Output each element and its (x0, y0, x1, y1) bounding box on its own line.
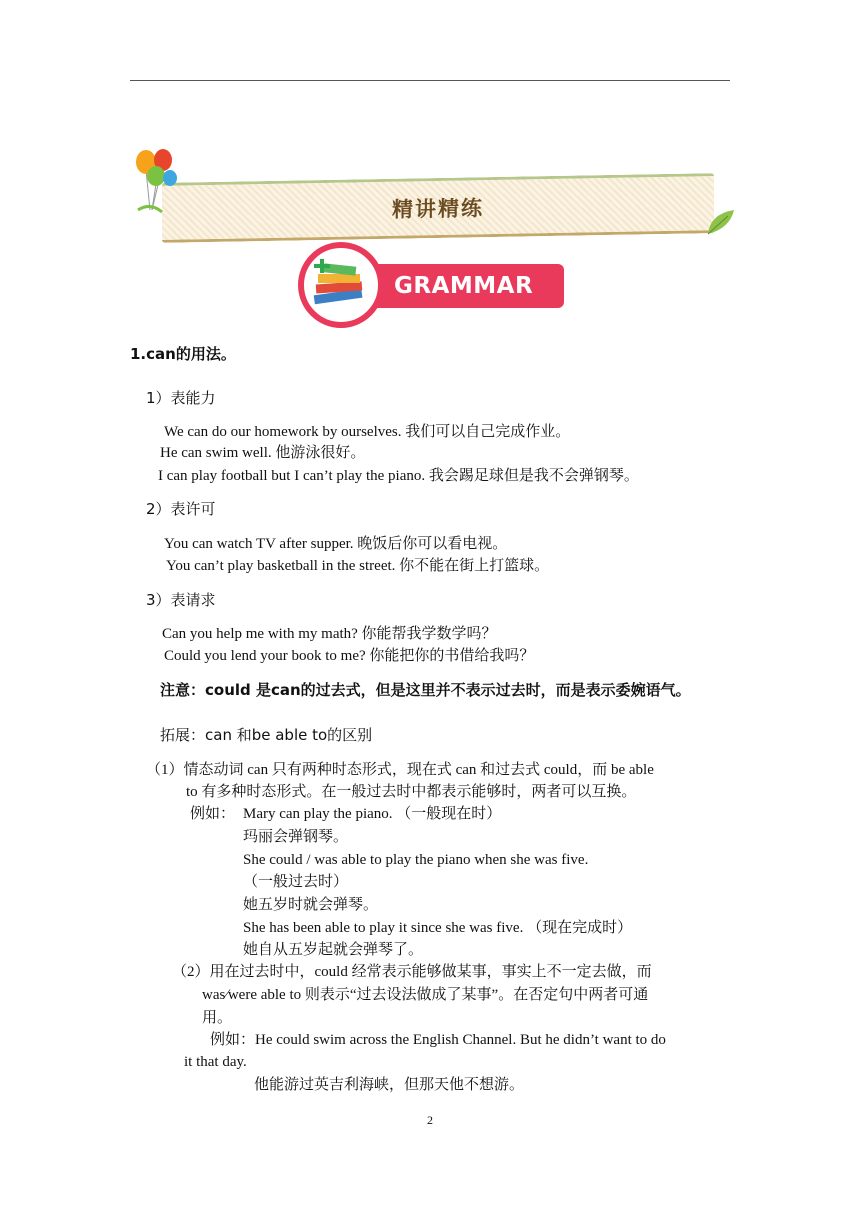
example-line: 玛丽会弹钢琴。 (243, 829, 349, 845)
example-line: 她五岁时就会弹琴。 (243, 897, 379, 913)
example-line: You can’t play basketball in the street. 你不能在街上打篮球。 (166, 558, 550, 574)
page-number: 2 (427, 1113, 433, 1127)
example-label: 例如： (190, 806, 236, 822)
point-1-line: to 有多种时态形式。在一般过去时中都表示能够时，两者可以互换。 (186, 784, 637, 800)
example-line: 他能游过英吉利海峡，但那天他不想游。 (254, 1077, 525, 1093)
grammar-badge (298, 242, 568, 328)
section-title: 精讲精练 (392, 196, 484, 222)
example-line: 例如：He could swim across the English Channel. But he didn’t want to do (210, 1032, 666, 1048)
point-2-line: （2）用在过去时中，could 经常表示能够做某事，事实上不一定去做，而 (172, 964, 652, 980)
example-line: Can you help me with my math? 你能帮我学数学吗？ (162, 626, 497, 642)
example-line: （一般过去时） (243, 874, 349, 890)
example-line: Could you lend your book to me? 你能把你的书借给我吗？ (164, 648, 535, 664)
note-text: 注意：could 是can的过去式，但是这里并不表示过去时，而是表示委婉语气。 (160, 681, 691, 699)
grammar-label: GRAMMAR (394, 273, 534, 299)
books-icon (298, 242, 384, 328)
banner-ribbon (162, 173, 714, 243)
example-line: She has been able to play it since she was five. （现在完成时） (243, 920, 633, 936)
main-heading: 1.can的用法。 (130, 345, 236, 363)
subsection-2-title: 2）表许可 (146, 500, 216, 518)
leaf-icon (706, 208, 736, 236)
example-line: She could / was able to play the piano when she was five. (243, 852, 589, 868)
example-line: I can play football but I can’t play the piano. 我会踢足球但是我不会弹钢琴。 (158, 468, 639, 484)
subsection-1-title: 1）表能力 (146, 389, 216, 407)
example-line: He can swim well. 他游泳很好。 (160, 445, 366, 461)
example-line: 她自从五岁起就会弹琴了。 (243, 942, 424, 958)
balloons-icon (132, 148, 180, 218)
point-2-line: 用。 (202, 1010, 233, 1026)
example-line: We can do our homework by ourselves. 我们可以自己完成作业。 (164, 424, 571, 440)
point-2-line: was⁄were able to 则表示“过去设法做成了某事”。在否定句中两者可通 (202, 987, 649, 1003)
subsection-3-title: 3）表请求 (146, 591, 216, 609)
point-1-line: （1）情态动词 can 只有两种时态形式，现在式 can 和过去式 could，而 be able (146, 762, 654, 778)
header-rule (130, 80, 730, 81)
extension-title: 拓展：can 和be able to的区别 (160, 726, 373, 744)
section-banner (132, 148, 738, 238)
example-line: it that day. (184, 1054, 247, 1070)
example-line: You can watch TV after supper. 晚饭后你可以看电视。 (164, 536, 508, 552)
example-line: Mary can play the piano. （一般现在时） (243, 806, 502, 822)
